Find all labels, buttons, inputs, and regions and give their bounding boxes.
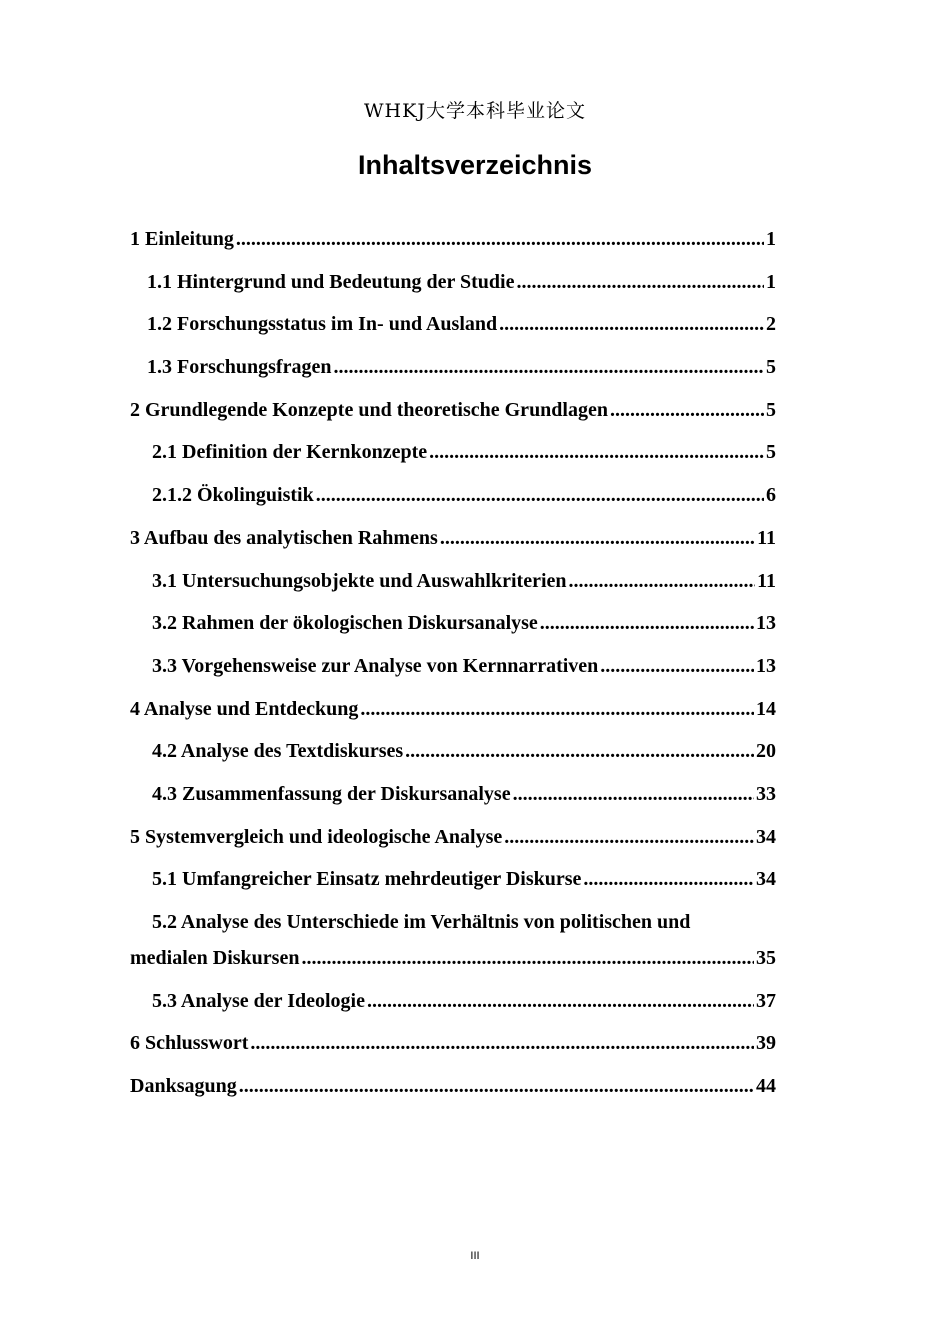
toc-label: Danksagung <box>130 1075 237 1098</box>
toc-page: 34 <box>756 825 776 848</box>
toc-page: 5 <box>766 441 776 464</box>
toc-leader <box>610 393 764 427</box>
toc-entry[interactable] <box>130 564 776 607</box>
toc-label: 1 Einleitung <box>130 228 234 250</box>
toc-page: 6 <box>766 484 776 507</box>
toc-entry[interactable] <box>130 649 776 692</box>
toc-label: 4.2 Analyse des Textdiskurses <box>152 740 404 763</box>
toc-page: 5 <box>766 398 776 421</box>
toc-entry[interactable] <box>130 777 776 820</box>
toc-label: 1.1 Hintergrund und Bedeutung der Studie <box>147 270 515 293</box>
toc-page: 5 <box>766 356 776 379</box>
toc-leader <box>367 984 754 1018</box>
toc-label: 1.2 Forschungsstatus im In- und Ausland <box>147 313 498 336</box>
toc-leader <box>236 222 764 256</box>
toc-entry[interactable] <box>130 941 776 984</box>
toc-entry[interactable] <box>130 350 776 393</box>
toc-leader <box>513 777 754 811</box>
toc-entry[interactable] <box>130 521 776 564</box>
toc-leader <box>583 862 754 896</box>
toc-page: 34 <box>756 868 776 891</box>
toc-page: 20 <box>756 740 776 763</box>
toc-page: 13 <box>756 612 776 635</box>
toc-page: 11 <box>757 569 776 592</box>
page-title: Inhaltsverzeichnis <box>357 150 593 180</box>
toc-leader <box>250 1026 754 1060</box>
toc-label: 2.1.2 Ökolinguistik <box>152 484 314 507</box>
toc-entry[interactable] <box>130 1026 776 1069</box>
toc-leader <box>316 478 764 512</box>
toc-page: 11 <box>757 526 776 549</box>
running-header: WHKJ大学本科毕业论文 <box>364 100 586 122</box>
toc-label: 5.3 Analyse der Ideologie <box>152 989 365 1012</box>
toc-leader <box>333 350 764 384</box>
toc-leader <box>360 692 754 726</box>
toc-label: 3.3 Vorgehensweise zur Analyse von Kernnarrativen <box>152 654 599 677</box>
toc-entry[interactable] <box>130 606 776 649</box>
toc-page: 2 <box>766 313 776 336</box>
toc-page: 39 <box>756 1032 776 1055</box>
toc-entry[interactable] <box>130 862 776 905</box>
toc-leader <box>569 564 756 598</box>
toc-page: 14 <box>756 697 776 720</box>
toc-label: 3.1 Untersuchungsobjekte und Auswahlkriterien <box>152 569 567 592</box>
toc-page: 13 <box>756 654 776 677</box>
toc-entry[interactable] <box>130 222 776 265</box>
toc-label: 2.1 Definition der Kernkonzepte <box>152 441 428 464</box>
toc-entry[interactable] <box>130 265 776 308</box>
toc-entry[interactable] <box>130 307 776 350</box>
toc-page: 44 <box>756 1075 776 1098</box>
page-number: III <box>470 1250 480 1262</box>
toc-label: 3.2 Rahmen der ökologischen Diskursanalyse <box>152 612 538 635</box>
toc-entry[interactable] <box>130 435 776 478</box>
toc-entry[interactable] <box>130 692 776 735</box>
toc-page: 1 <box>766 228 776 250</box>
toc-leader <box>239 1069 754 1103</box>
toc-entry[interactable] <box>130 1069 776 1112</box>
toc-entry-line1[interactable]: 5.2 Analyse des Unterschiede im Verhältnis von politischen und <box>152 911 691 933</box>
toc-label: 1.3 Forschungsfragen <box>147 356 332 379</box>
toc-leader <box>499 307 764 341</box>
toc-entry[interactable] <box>130 478 776 521</box>
toc-label: 5 Systemvergleich und ideologische Analyse <box>130 825 503 848</box>
toc-leader <box>600 649 754 683</box>
toc-label: 3 Aufbau des analytischen Rahmens <box>130 526 438 549</box>
table-of-contents <box>130 222 776 1112</box>
toc-leader <box>301 941 754 975</box>
toc-page: 37 <box>756 989 776 1012</box>
toc-page: 35 <box>756 947 776 969</box>
toc-entry[interactable] <box>130 984 776 1027</box>
toc-entry[interactable] <box>130 393 776 436</box>
toc-leader <box>440 521 755 555</box>
toc-leader <box>429 435 764 469</box>
toc-entry[interactable] <box>130 820 776 863</box>
toc-page: 33 <box>756 782 776 805</box>
toc-leader <box>504 820 754 854</box>
toc-entry[interactable] <box>130 734 776 777</box>
toc-label: 6 Schlusswort <box>130 1032 249 1055</box>
toc-label: 4 Analyse und Entdeckung <box>130 697 359 720</box>
toc-page: 1 <box>766 270 776 293</box>
toc-label: 5.1 Umfangreicher Einsatz mehrdeutiger Diskurse <box>152 868 582 891</box>
toc-leader <box>405 734 754 768</box>
toc-label: 2 Grundlegende Konzepte und theoretische Grundlagen <box>130 398 608 421</box>
toc-leader <box>517 265 765 299</box>
toc-label: 4.3 Zusammenfassung der Diskursanalyse <box>152 782 511 805</box>
toc-leader <box>540 606 754 640</box>
toc-label: medialen Diskursen <box>130 947 300 969</box>
